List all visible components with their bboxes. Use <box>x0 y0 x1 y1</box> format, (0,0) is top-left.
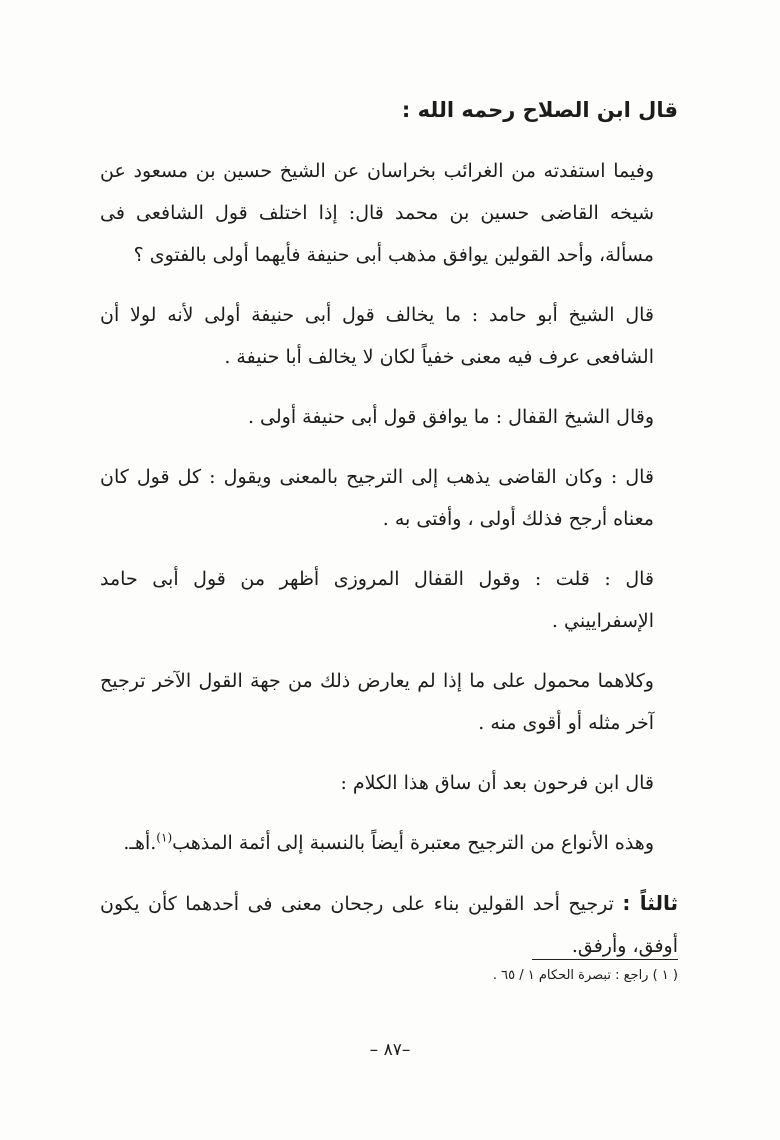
paragraph-8 <box>100 822 678 864</box>
footnote: ( ١ ) راجع : تبصرة الحكام ١ / ٦٥ . <box>492 968 678 983</box>
section-heading: قال ابن الصلاح رحمه الله : <box>401 98 678 122</box>
paragraph-8-text: وهذه الأنواع من الترجيح معتبرة أيضاً بالنسبة إلى أئمة المذهب <box>172 832 654 854</box>
paragraph-8-ending: .أهـ. <box>123 832 157 854</box>
page-number: –٨٧ – <box>369 1040 411 1060</box>
paragraph-7: قال ابن فرحون بعد أن ساق هذا الكلام : <box>340 772 654 794</box>
footnote-reference[interactable]: (١) <box>156 830 173 845</box>
paragraph-5: قال : قلت : وقول القفال المروزى أظهر من قول أبى حامد الإسفراييني . <box>100 568 654 632</box>
thalithan-text: ترجيح أحد القولين بناء على رجحان معنى فى أحدهما كأن يكون أوفق، وأرفق. <box>100 893 678 957</box>
thalithan-label: ثالثاً : <box>622 891 678 915</box>
paragraph-3: وقال الشيخ القفال : ما يوافق قول أبى حنيفة أولى . <box>247 406 654 428</box>
paragraph-thalithan <box>100 882 678 967</box>
paragraph-4: قال : وكان القاضى يذهب إلى الترجيح بالمعنى ويقول : كل قول كان معناه أرجح فذلك أولى ، وأفتى به . <box>100 466 654 530</box>
main-text-block <box>100 88 678 985</box>
paragraph-1: وفيما استفدته من الغرائب بخراسان عن الشيخ حسين بن مسعود عن شيخه القاضى حسين بن محمد قال: إذا اختلف قول الشافعى فى مسألة، وأحد القولين يوافق مذهب أبى حنيفة فأيهما أولى بالفتوى ؟ <box>100 160 654 266</box>
paragraph-6: وكلاهما محمول على ما إذا لم يعارض ذلك من جهة القول الآخر ترجيح آخر مثله أو أقوى منه . <box>100 670 654 734</box>
footnote-divider <box>532 959 678 960</box>
paragraph-2: قال الشيخ أبو حامد : ما يخالف قول أبى حنيفة أولى لأنه لولا أن الشافعى عرف فيه معنى خفياً لكان لا يخالف أبا حنيفة . <box>100 304 654 368</box>
